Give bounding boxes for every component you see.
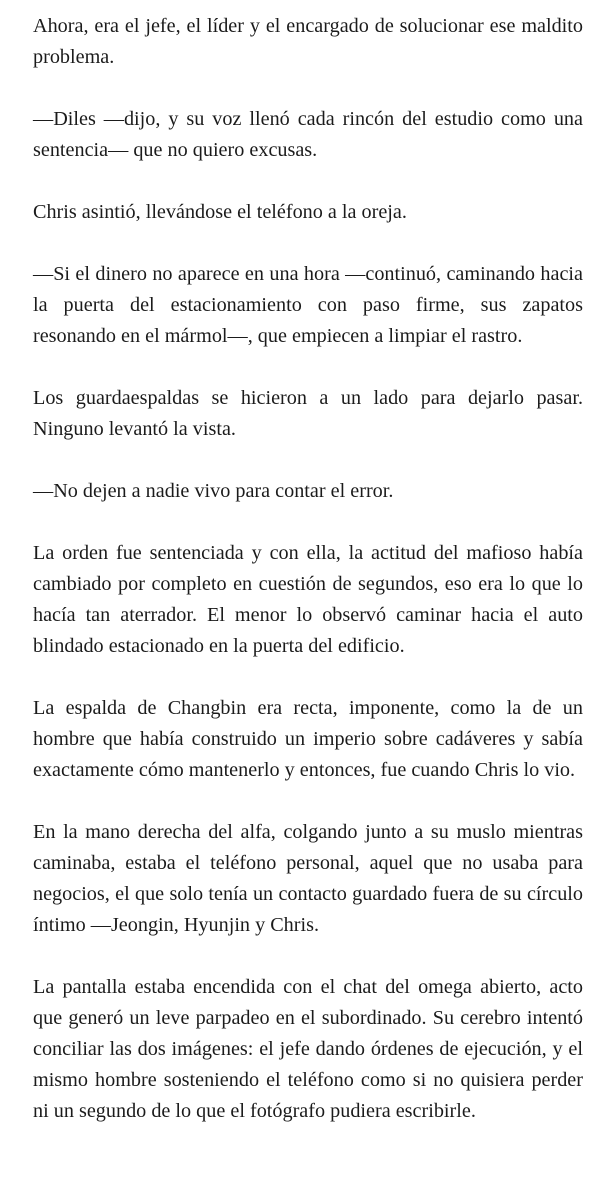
paragraph: —Diles —dijo, y su voz llenó cada rincón del estudio como una sentencia— que no quiero excusas. [33, 108, 583, 161]
paragraph: —No dejen a nadie vivo para contar el error. [33, 480, 394, 502]
paragraph: La pantalla estaba encendida con el chat del omega abierto, acto que generó un leve parpadeo en el subordinado. Su cerebro intentó conciliar las dos imágenes: el jefe dando órdenes de ejecución, y el mismo hombre sosteniendo el teléfono como si no quisiera perder ni un segundo de lo que el fotógrafo pudiera escribirle. [33, 976, 583, 1122]
paragraph: —Si el dinero no aparece en una hora —continuó, caminando hacia la puerta del estacionamiento con paso firme, sus zapatos resonando en el mármol—, que empiecen a limpiar el rastro. [33, 263, 583, 347]
paragraph: La espalda de Changbin era recta, imponente, como la de un hombre que había construido un imperio sobre cadáveres y sabía exactamente cómo mantenerlo y entonces, fue cuando Chris lo vio. [33, 697, 583, 781]
paragraph: Chris asintió, llevándose el teléfono a la oreja. [33, 201, 407, 223]
paragraph: Los guardaespaldas se hicieron a un lado para dejarlo pasar. Ninguno levantó la vista. [33, 387, 583, 440]
paragraph: Ahora, era el jefe, el líder y el encargado de solucionar ese maldito problema. [33, 15, 583, 68]
paragraph: La orden fue sentenciada y con ella, la actitud del mafioso había cambiado por completo en cuestión de segundos, eso era lo que lo hacía tan aterrador. El menor lo observó caminar hacia el auto blindado estacionado en la puerta del edificio. [33, 542, 583, 657]
paragraph: En la mano derecha del alfa, colgando junto a su muslo mientras caminaba, estaba el teléfono personal, aquel que no usaba para negocios, el que solo tenía un contacto guardado fuera de su círculo íntimo —Jeongin, Hyunjin y Chris. [33, 821, 583, 936]
